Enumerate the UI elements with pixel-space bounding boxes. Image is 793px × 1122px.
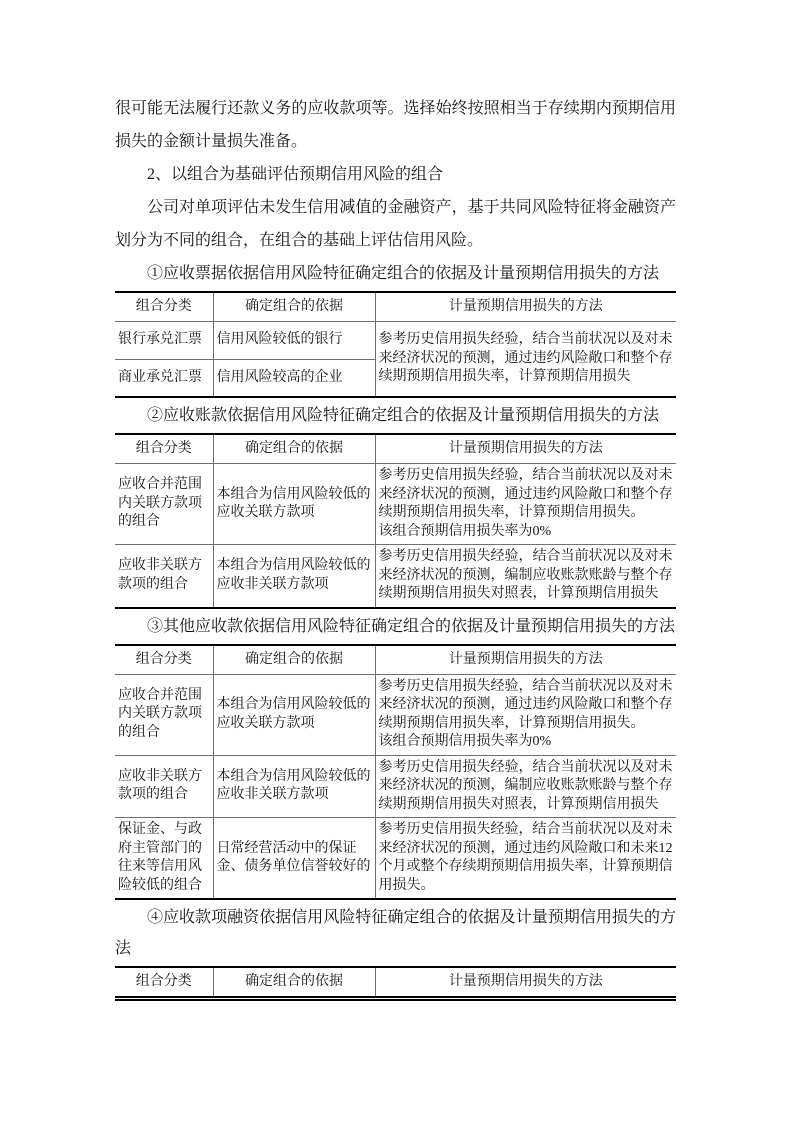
subsection1-heading: ①应收票据依据信用风险特征确定组合的依据及计量预期信用损失的方法 [147, 265, 660, 282]
method-cell: 参考历史信用损失经验，结合当前状况以及对未来经济状况的预测，通过违约风险敞口和未来12个月或整个存续期预期信用损失率，计算预期信用损失。 [375, 818, 676, 900]
table-row [115, 464, 676, 545]
basis-cell: 本组合为信用风险较低的应收非关联方款项 [213, 545, 375, 608]
header-category-cell: 组合分类 [115, 967, 213, 999]
method-note-text: 该组合预期信用损失率为0% [378, 523, 552, 539]
method-cell: 参考历史信用损失经验，结合当前状况以及对未来经济状况的预测，编制应收账款账龄与整个存续期预期信用损失对照表，计算预期信用损失 [375, 755, 676, 818]
header-basis-cell: 确定组合的依据 [213, 967, 375, 999]
header-method-cell: 计量预期信用损失的方法 [375, 292, 676, 322]
category-cell: 应收非关联方款项的组合 [115, 545, 213, 608]
header-basis-cell: 确定组合的依据 [213, 434, 375, 464]
other-receivables-table [115, 644, 676, 901]
section2-intro-paragraph: 公司对单项评估未发生信用减值的金融资产，基于共同风险特征将金融资产划分为不同的组合，在组合的基础上评估信用风险。 [115, 199, 676, 249]
basis-cell: 本组合为信用风险较低的应收关联方款项 [213, 674, 375, 755]
method-cell-merged: 参考历史信用损失经验，结合当前状况以及对未来经济状况的预测，通过违约风险敞口和整个存续期预期信用损失率，计算预期信用损失 [375, 322, 676, 398]
receivables-financing-table [115, 966, 676, 1001]
table-header-row [115, 645, 676, 675]
header-category-cell: 组合分类 [115, 434, 213, 464]
method-cell [375, 674, 676, 755]
category-cell: 保证金、与政府主管部门的往来等信用风险较低的组合 [115, 818, 213, 900]
method-note-text: 该组合预期信用损失率为0% [378, 734, 552, 749]
header-category-cell: 组合分类 [115, 645, 213, 675]
category-cell: 商业承兑汇票 [115, 359, 213, 397]
subsection4-heading: ④应收款项融资依据信用风险特征确定组合的依据及计量预期信用损失的方法 [115, 909, 676, 957]
category-cell: 银行承兑汇票 [118, 332, 202, 347]
subsection2-heading: ②应收账款依据信用风险特征确定组合的依据及计量预期信用损失的方法 [147, 407, 660, 424]
table-header-row [115, 292, 676, 322]
header-category-cell: 组合分类 [115, 292, 213, 322]
table-header-row [115, 967, 676, 999]
receivable-notes-table [115, 291, 676, 398]
header-method-cell: 计量预期信用损失的方法 [375, 967, 676, 999]
table-header-row [115, 434, 676, 464]
category-cell: 应收非关联方款项的组合 [115, 755, 213, 818]
intro-paragraph-continued: 很可能无法履行还款义务的应收款项等。选择始终按照相当于存续期内预期信用损失的金额计量损失准备。 [115, 100, 676, 150]
category-cell: 应收合并范围内关联方款项的组合 [118, 687, 202, 740]
basis-cell: 本组合为信用风险较低的应收非关联方款项 [213, 755, 375, 818]
table-row [115, 818, 676, 900]
method-cell: 参考历史信用损失经验，结合当前状况以及对未来经济状况的预测，编制应收账款账龄与整个存续期预期信用损失对照表，计算预期信用损失 [375, 545, 676, 608]
basis-cell: 信用风险较低的银行 [213, 322, 375, 360]
table-row [115, 674, 676, 755]
table-row [115, 755, 676, 818]
method-cell [375, 464, 676, 545]
header-basis-cell: 确定组合的依据 [213, 645, 375, 675]
table-row [115, 322, 676, 360]
basis-cell: 本组合为信用风险较低的应收关联方款项 [213, 464, 375, 545]
header-method-cell: 计量预期信用损失的方法 [375, 645, 676, 675]
section2-heading: 2、以组合为基础评估预期信用风险的组合 [147, 166, 444, 183]
table-row [115, 545, 676, 608]
header-method-cell: 计量预期信用损失的方法 [375, 434, 676, 464]
subsection3-heading: ③其他应收款依据信用风险特征确定组合的依据及计量预期信用损失的方法 [147, 617, 676, 635]
basis-cell: 日常经营活动中的保证金、债务单位信誉较好的 [213, 818, 375, 900]
accounts-receivable-table [115, 433, 676, 609]
method-text: 参考历史信用损失经验，结合当前状况以及对未来经济状况的预测，通过违约风险敞口和整个存续期预期信用损失率，计算预期信用损失。 [378, 678, 673, 731]
header-basis-cell: 确定组合的依据 [213, 292, 375, 322]
category-cell: 应收合并范围内关联方款项的组合 [118, 477, 202, 530]
basis-cell: 信用风险较高的企业 [213, 359, 375, 397]
method-text: 参考历史信用损失经验，结合当前状况以及对未来经济状况的预测，通过违约风险敞口和整个存续期预期信用损失率，计算预期信用损失。 [378, 468, 673, 520]
